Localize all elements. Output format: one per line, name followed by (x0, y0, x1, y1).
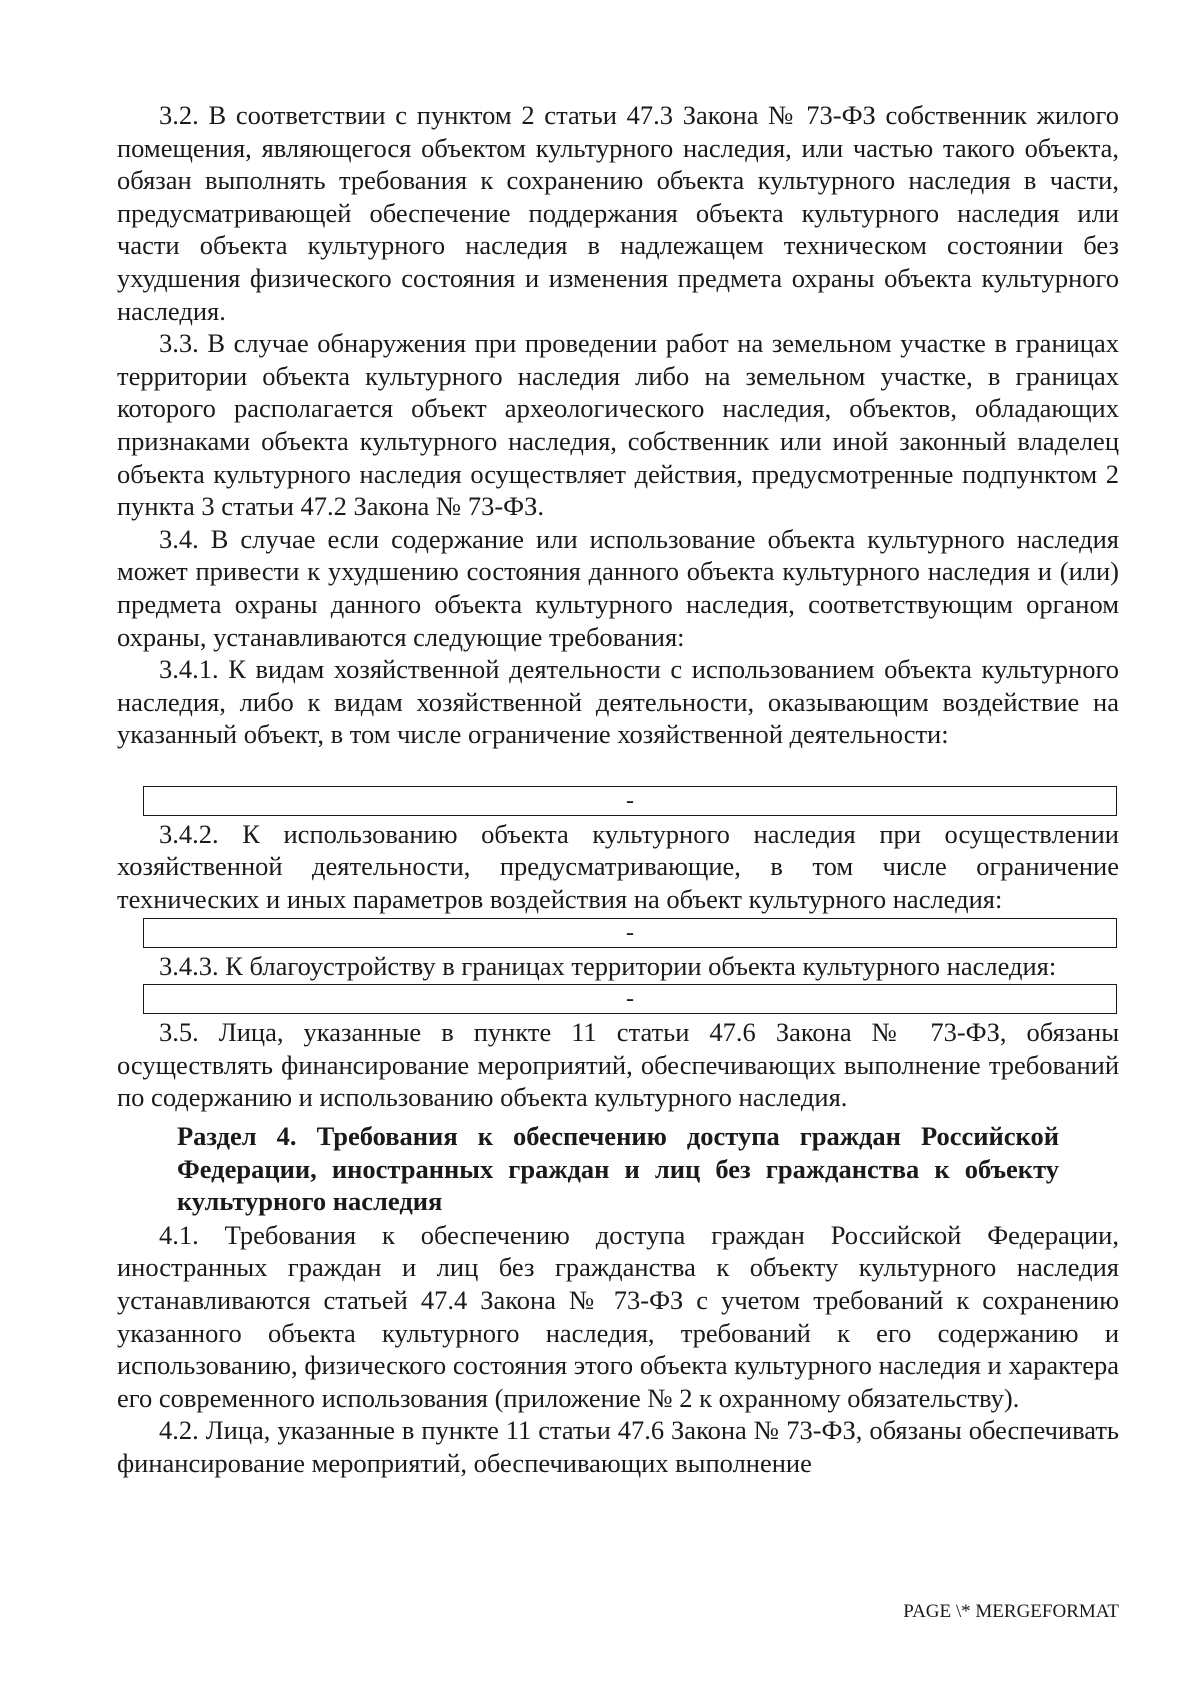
table-cell-3-4-3: - (143, 984, 1117, 1014)
page-number-field: PAGE \* MERGEFORMAT (903, 1601, 1119, 1622)
paragraph-3-4: 3.4. В случае если содержание или использование объекта культурного наследия может привести к ухудшению состояния данного объекта культурного наследия и (или) предмета охраны данного объекта культурного наследия, соответствующим органом охраны, устанавливаются следующие требования: (117, 523, 1119, 652)
paragraph-4-1: 4.1. Требования к обеспечению доступа граждан Российской Федерации, иностранных граждан и лиц без гражданства к объекту культурного наследия устанавливаются статьей 47.4 Закона № 73-ФЗ с учетом требований к сохранению указанного объекта культурного наследия, требований к его содержанию и использованию, физического состояния этого объекта культурного наследия и характера его современного использования (приложение № 2 к охранному обязательству). (117, 1219, 1119, 1413)
paragraph-3-2: 3.2. В соответствии с пунктом 2 статьи 47.3 Закона № 73-ФЗ собственник жилого помещения, являющегося объектом культурного наследия, или частью такого объекта, обязан выполнять требования к сохранению объекта культурного наследия в части, предусматривающей обеспечение поддержания объекта культурного наследия или части объекта культурного наследия в надлежащем техническом состоянии без ухудшения физического состояния и изменения предмета охраны объекта культурного наследия. (117, 100, 1119, 326)
table-cell-3-4-1: - (143, 786, 1117, 816)
paragraph-3-3: 3.3. В случае обнаружения при проведении работ на земельном участке в границах территории объекта культурного наследия либо на земельном участке, в границах которого располагается объект археологического наследия, объектов, обладающих признаками объекта культурного наследия, собственник или иной законный владелец объекта культурного наследия осуществляет действия, предусмотренные подпунктом 2 пункта 3 статьи 47.2 Закона № 73-ФЗ. (117, 328, 1119, 522)
paragraph-3-4-3: 3.4.3. К благоустройству в границах территории объекта культурного наследия: (159, 950, 1057, 981)
paragraph-3-4-2: 3.4.2. К использованию объекта культурного наследия при осуществлении хозяйственной деятельности, предусматривающие, в том числе ограничение технических и иных параметров воздействия на объект культурного наследия: (117, 818, 1119, 915)
table-cell-3-4-2: - (143, 918, 1117, 948)
document-body (117, 99, 1119, 1480)
paragraph-4-2: 4.2. Лица, указанные в пункте 11 статьи 47.6 Закона № 73-ФЗ, обязаны обеспечивать финансирование мероприятий, обеспечивающих выполнение (117, 1415, 1119, 1478)
spacer (117, 751, 1119, 784)
section-4-heading: Раздел 4. Требования к обеспечению доступа граждан Российской Федерации, иностранных граждан и лиц без гражданства к объекту культурного наследия (177, 1121, 1059, 1217)
paragraph-3-4-1: 3.4.1. К видам хозяйственной деятельности с использованием объекта культурного наследия, либо к видам хозяйственной деятельности, оказывающим воздействие на указанный объект, в том числе ограничение хозяйственной деятельности: (117, 654, 1119, 750)
paragraph-3-5: 3.5. Лица, указанные в пункте 11 статьи 47.6 Закона № 73-ФЗ, обязаны осуществлять финансирование мероприятий, обеспечивающих выполнение требований по содержанию и использованию объекта культурного наследия. (117, 1017, 1119, 1113)
